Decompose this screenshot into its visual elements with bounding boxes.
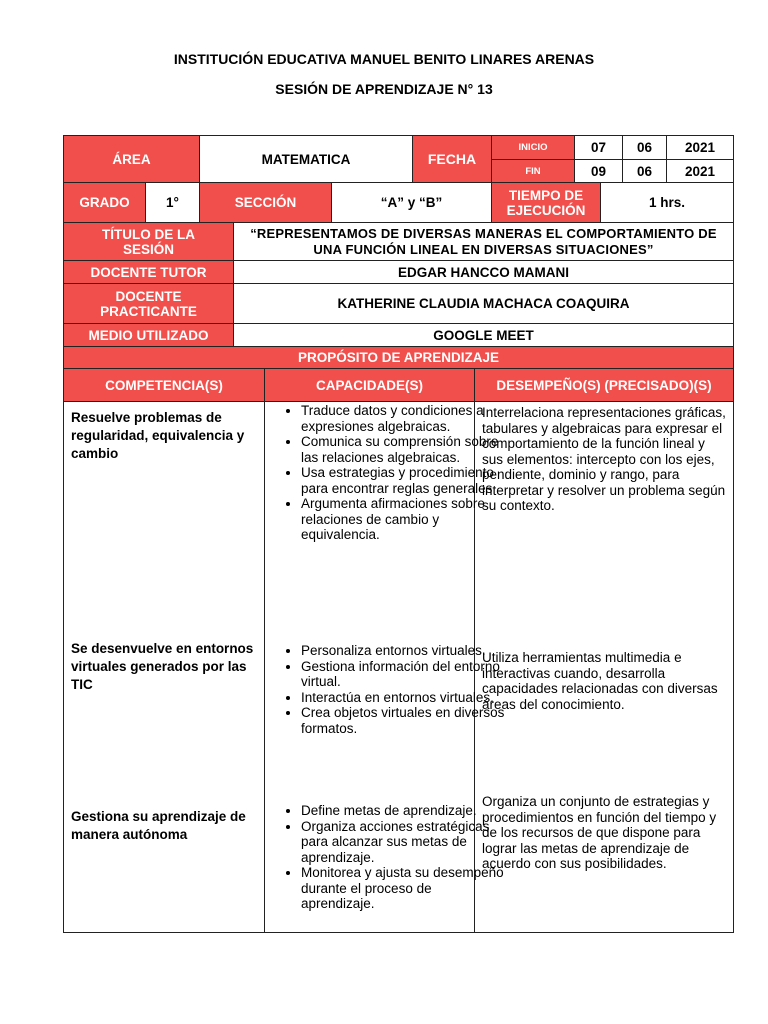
- list-item: • Personaliza entornos virtuales.: [301, 643, 507, 659]
- col-competencia: COMPETENCIA(S): [63, 368, 265, 402]
- fin-label: FIN: [491, 159, 575, 183]
- tiempo-label: TIEMPO DE EJECUCIÓN: [491, 182, 601, 223]
- competencia-text: Se desenvuelve en entornos virtuales generados por las TIC: [71, 641, 254, 692]
- list-item: • Interactúa en entornos virtuales.: [301, 690, 507, 706]
- grado-label: GRADO: [63, 182, 146, 223]
- fecha-label: FECHA: [412, 135, 492, 183]
- docente-practicante-value: KATHERINE CLAUDIA MACHACA COAQUIRA: [233, 283, 734, 324]
- area-value: MATEMATICA: [199, 135, 413, 183]
- list-item: • Comunica su comprensión sobre las relaciones algebraicas.: [301, 434, 507, 465]
- docente-tutor-value: EDGAR HANCCO MAMANI: [233, 260, 734, 284]
- grado-value: 1°: [145, 182, 200, 223]
- seccion-value: “A” y “B”: [331, 182, 492, 223]
- fin-year: 2021: [666, 159, 734, 183]
- inicio-label: INICIO: [491, 135, 575, 160]
- fin-month: 06: [622, 159, 667, 183]
- desempeno-text: Organiza un conjunto de estrategias y procedimientos en función del tiempo y de los recursos de que dispone para lograr las metas de aprendizaje de acuerdo con sus posibilidades.: [482, 794, 717, 871]
- titulo-label: TÍTULO DE LA SESIÓN: [63, 222, 234, 261]
- competencia-text: Resuelve problemas de regularidad, equivalencia y cambio: [71, 410, 245, 461]
- medio-label: MEDIO UTILIZADO: [63, 323, 234, 347]
- capacidades-list: [268, 403, 507, 543]
- fin-day: 09: [574, 159, 623, 183]
- area-label: ÁREA: [63, 135, 200, 183]
- list-item: • Organiza acciones estratégicas para alcanzar sus metas de aprendizaje.: [301, 819, 507, 866]
- list-item: • Define metas de aprendizaje.: [301, 803, 507, 819]
- inicio-month: 06: [622, 135, 667, 160]
- docente-practicante-label: DOCENTE PRACTICANTE: [63, 283, 234, 324]
- desempeno-text: Utiliza herramientas multimedia e interactivas cuando, desarrolla capacidades relacionadas con diversas áreas del conocimiento.: [482, 650, 718, 712]
- competencia-text: Gestiona su aprendizaje de manera autónoma: [71, 809, 246, 842]
- medio-value: GOOGLE MEET: [233, 323, 734, 347]
- docente-tutor-label: DOCENTE TUTOR: [63, 260, 234, 284]
- session-title: SESIÓN DE APRENDIZAJE N° 13: [275, 81, 493, 97]
- capacidades-list: [268, 803, 507, 912]
- inicio-day: 07: [574, 135, 623, 160]
- col-desempeno: DESEMPEÑO(S) (PRECISADO)(S): [474, 368, 734, 402]
- tiempo-value: 1 hrs.: [600, 182, 734, 223]
- list-item: • Crea objetos virtuales en diversos formatos.: [301, 705, 507, 736]
- inicio-year: 2021: [666, 135, 734, 160]
- desempeno-text: Interrelaciona representaciones gráficas, tabulares y algebraicas para expresar el comportamiento de la función lineal y sus elementos: intercepto con los ejes, pendiente, dominio y rango, para interpretar y resolver un problema según su contexto.: [482, 405, 726, 513]
- col-capacidad: CAPACIDADE(S): [264, 368, 475, 402]
- proposito-title: PROPÓSITO DE APRENDIZAJE: [63, 346, 734, 369]
- titulo-value: “REPRESENTAMOS DE DIVERSAS MANERAS EL COMPORTAMIENTO DE UNA FUNCIÓN LINEAL EN DIVERSAS SITUACIONES”: [233, 222, 734, 261]
- list-item: • Monitorea y ajusta su desempeño durante el proceso de aprendizaje.: [301, 865, 507, 912]
- seccion-label: SECCIÓN: [199, 182, 332, 223]
- list-item: • Usa estrategias y procedimiento para encontrar reglas generales: [301, 465, 507, 496]
- capacidades-list: [268, 643, 507, 736]
- list-item: • Gestiona información del entorno virtual.: [301, 659, 507, 690]
- list-item: • Traduce datos y condiciones a expresiones algebraicas.: [301, 403, 507, 434]
- institution-title: INSTITUCIÓN EDUCATIVA MANUEL BENITO LINARES ARENAS: [173, 51, 595, 67]
- list-item: • Argumenta afirmaciones sobre relaciones de cambio y equivalencia.: [301, 496, 507, 543]
